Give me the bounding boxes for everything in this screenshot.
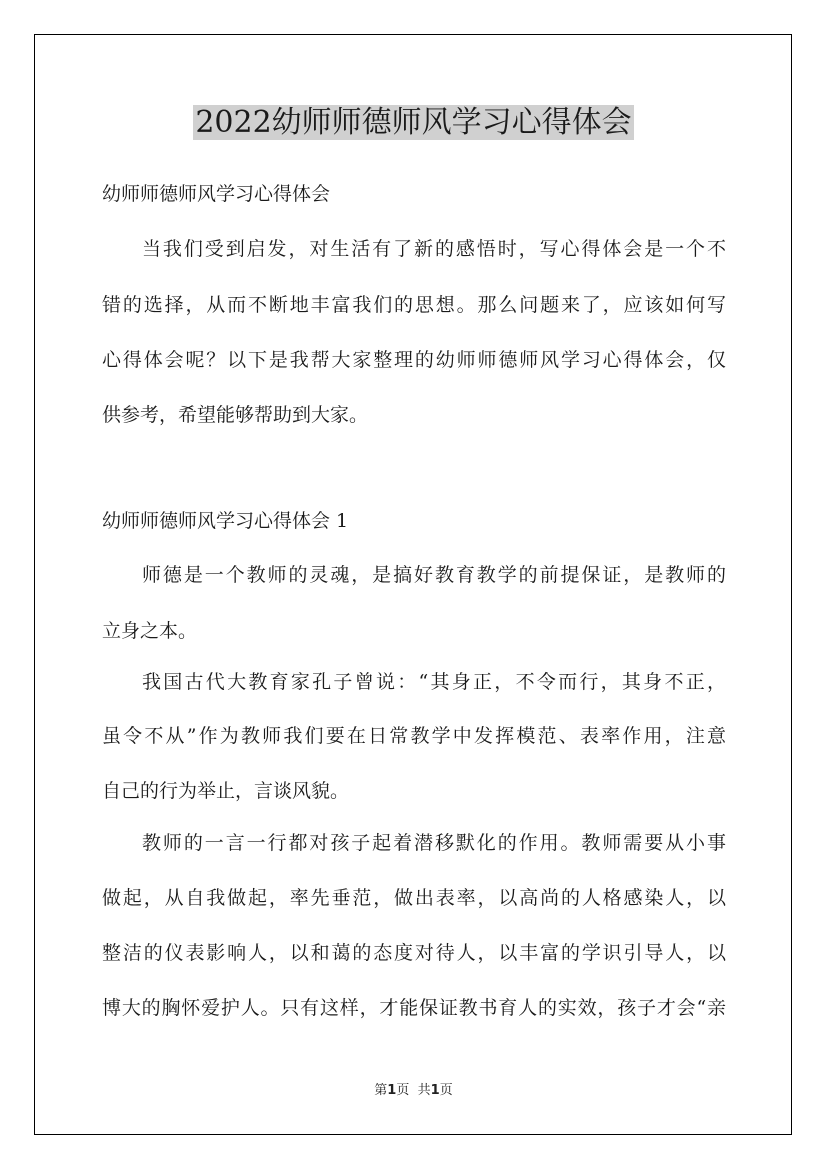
footer-page-prefix: 第 — [374, 1083, 388, 1098]
document-title-text: 2022幼师师德师风学习心得体会 — [195, 105, 632, 140]
intro-line-1: 当我们受到启发，对生活有了新的感悟时，写心得体会是一个不 — [142, 238, 726, 260]
para1-line-1: 师德是一个教师的灵魂，是搞好教育教学的前提保证，是教师的 — [142, 564, 726, 586]
footer-page-number: 1 — [387, 1083, 397, 1098]
intro-line-4: 供参考，希望能够帮助到大家。 — [102, 404, 369, 426]
para3-line-3: 整洁的仪表影响人，以和蔼的态度对待人，以丰富的学识引导人，以 — [102, 942, 726, 964]
footer-page-suffix: 页 — [396, 1083, 410, 1098]
footer-total-suffix: 页 — [439, 1083, 453, 1098]
footer-total-number: 1 — [430, 1083, 440, 1098]
footer-total-prefix: 共 — [417, 1083, 431, 1098]
para2-line-3: 自己的行为举止，言谈风貌。 — [102, 780, 350, 802]
intro-line-2: 错的选择，从而不断地丰富我们的思想。那么问题来了，应该如何写 — [102, 294, 726, 316]
document-subtitle: 幼师师德师风学习心得体会 — [102, 183, 331, 205]
para2-line-2: 虽令不从”作为教师我们要在日常教学中发挥模范、表率作用，注意 — [102, 725, 726, 747]
intro-line-3: 心得体会呢？以下是我帮大家整理的幼师师德师风学习心得体会，仅 — [102, 349, 726, 371]
para2-line-1: 我国古代大教育家孔子曾说：“其身正，不令而行，其身不正， — [142, 671, 726, 693]
para3-line-4: 博大的胸怀爱护人。只有这样，才能保证教书育人的实效，孩子才会“亲 — [102, 997, 726, 1019]
para3-line-2: 做起，从自我做起，率先垂范，做出表率，以高尚的人格感染人，以 — [102, 887, 726, 909]
para1-line-2: 立身之本。 — [102, 620, 198, 642]
document-title — [0, 102, 827, 144]
page-footer — [0, 1081, 827, 1101]
para3-line-1: 教师的一言一行都对孩子起着潜移默化的作用。教师需要从小事 — [142, 832, 726, 854]
section-heading: 幼师师德师风学习心得体会 1 — [102, 510, 349, 532]
